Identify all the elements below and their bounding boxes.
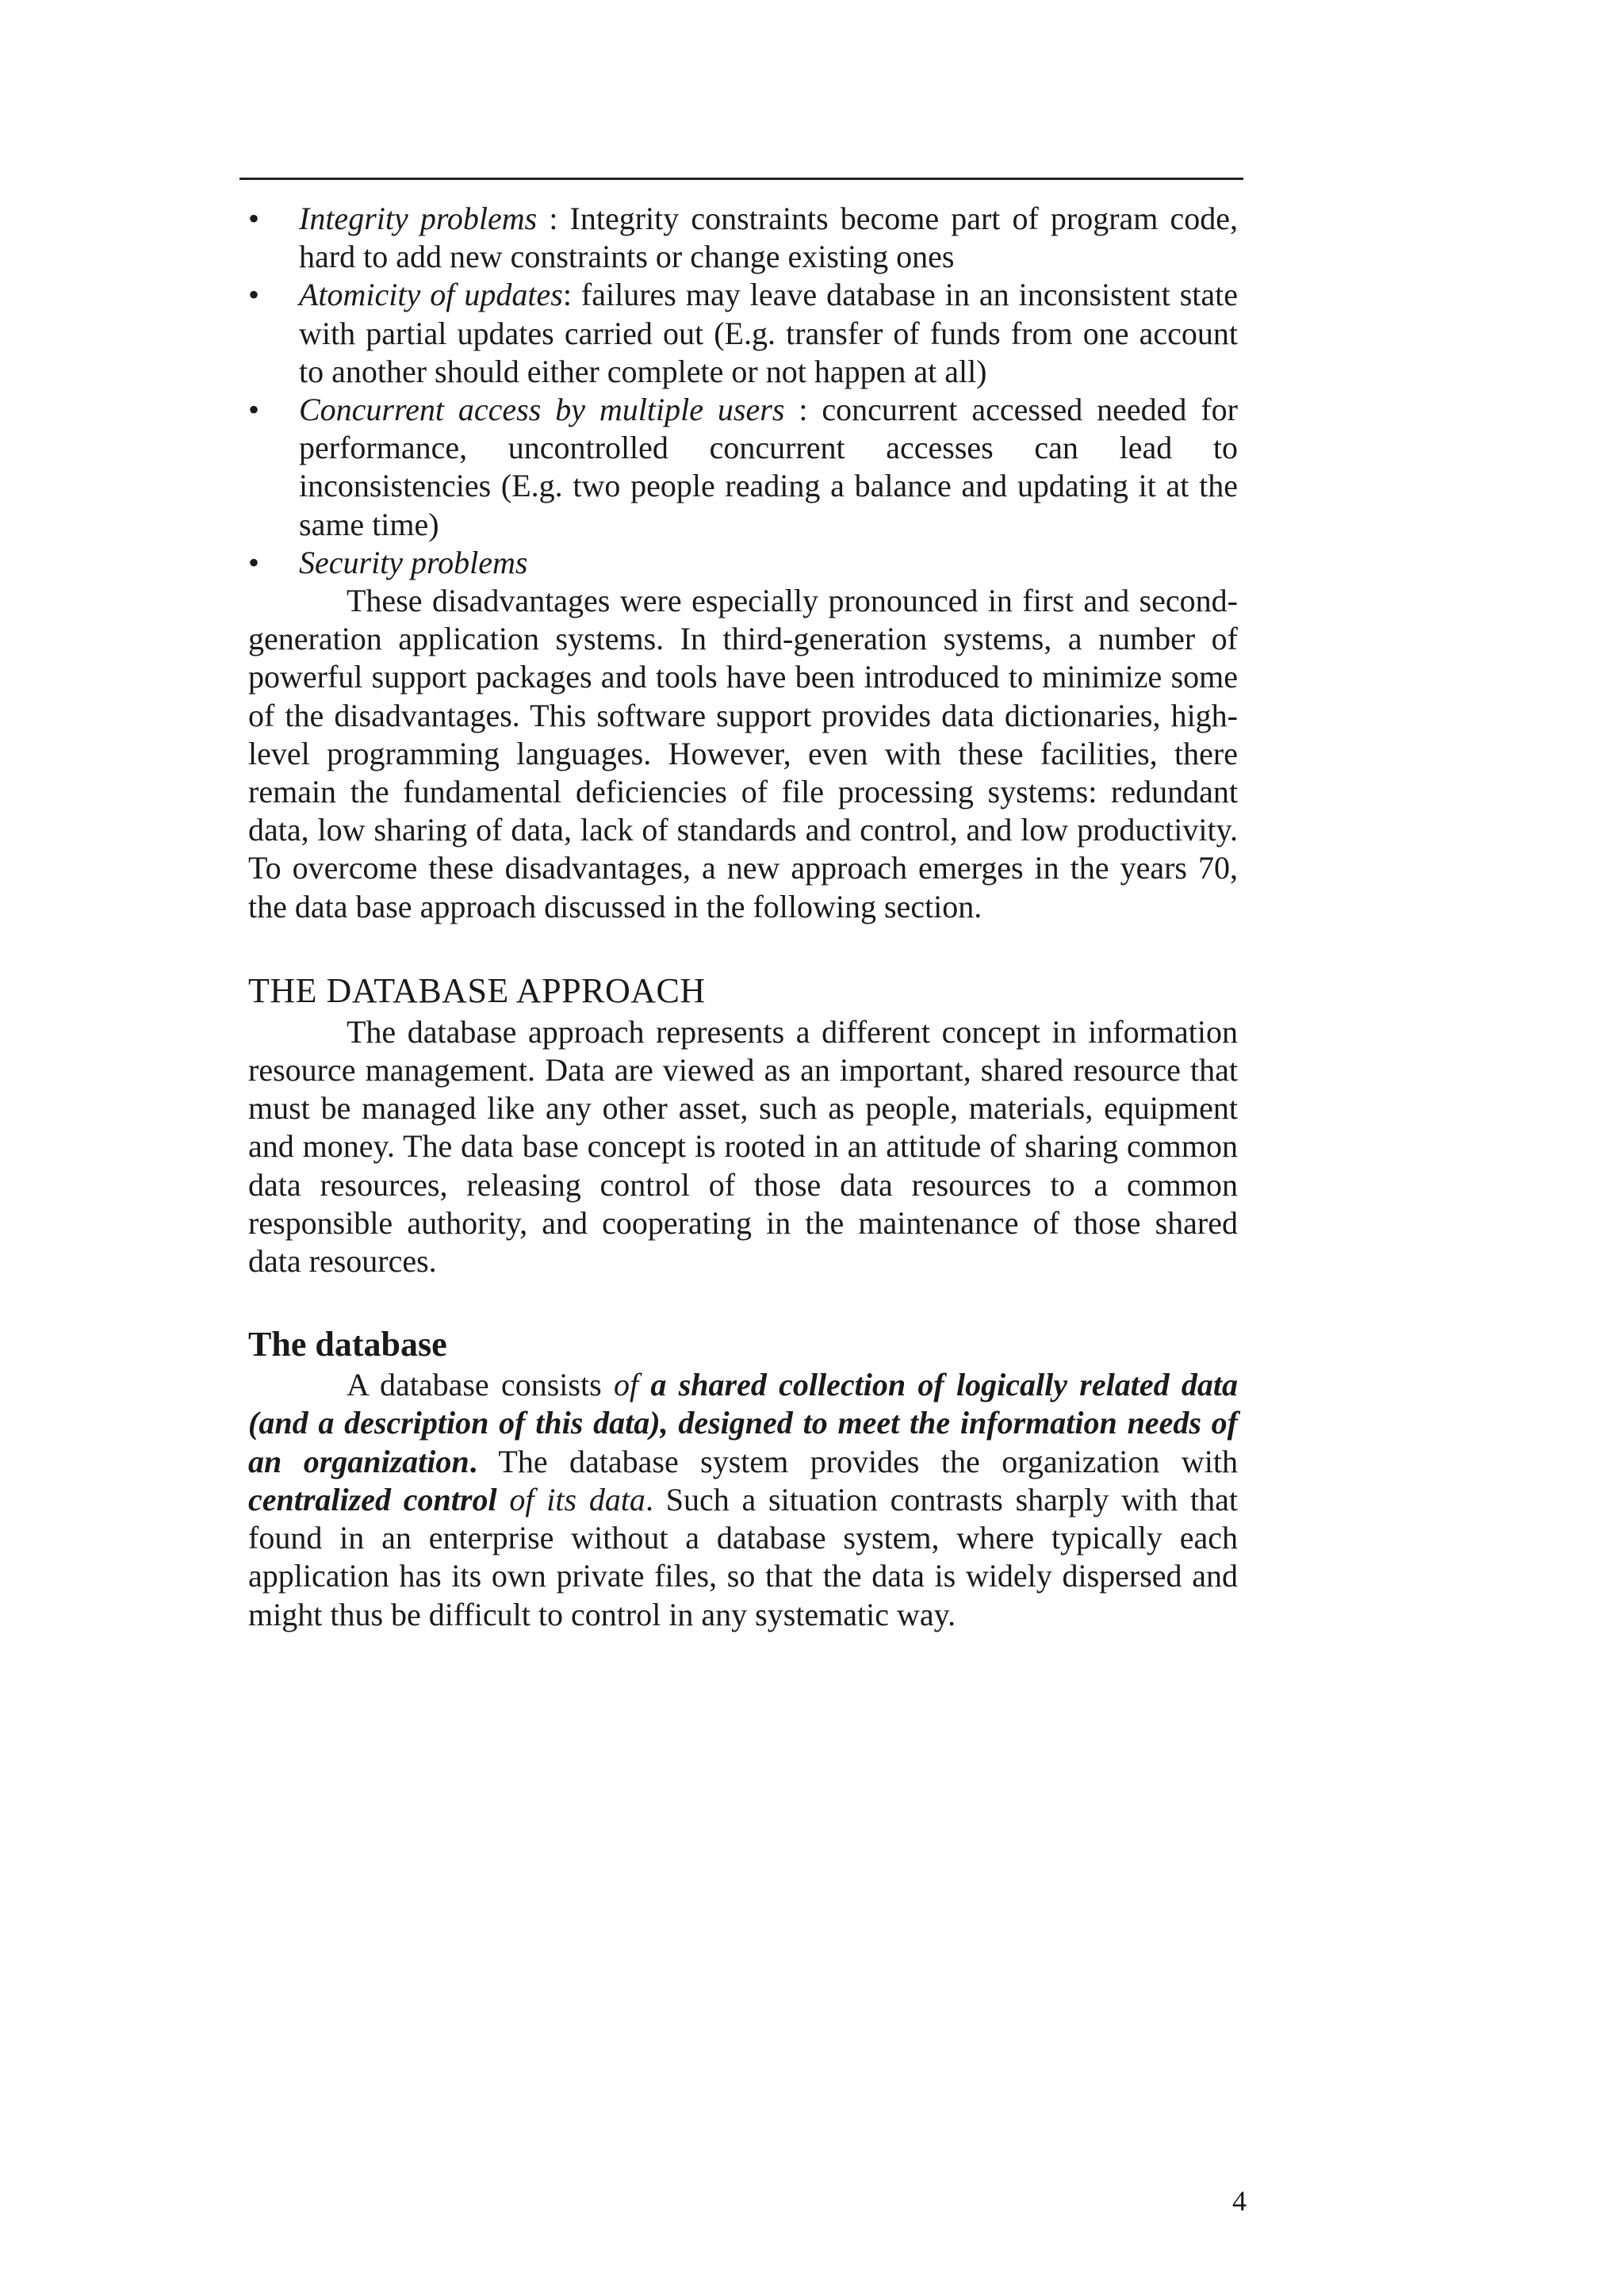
list-item: [248, 276, 1238, 391]
definition-text: A database consists: [347, 1367, 614, 1403]
list-item: [248, 544, 1238, 582]
definition-italic: of: [613, 1367, 651, 1403]
list-item-term: Security problems: [299, 544, 528, 580]
database-approach-paragraph: The database approach represents a different concept in information resource management. Data are viewed as an important, shared resource that must be managed like any other asset, such as people, materials, equipment and money. The data base concept is rooted in an attitude of sharing common data resources, releasing control of those data resources to a common responsible authority, and cooperating in the maintenance of those shared data resources.: [248, 1013, 1238, 1280]
page-number: 4: [1232, 2185, 1247, 2217]
bullet-icon: •: [248, 201, 260, 236]
definition-period: .: [469, 1443, 477, 1479]
section-heading: THE DATABASE APPROACH: [248, 970, 706, 1010]
bullet-icon: •: [248, 544, 260, 580]
list-item-text: : concurrent accessed needed for performance, uncontrolled concurrent accesses can lead to inconsistencies (E.g. two people reading a balance and updating it at the same time): [299, 392, 1238, 542]
definition-text: The database system provides the organization with: [477, 1443, 1238, 1479]
bullet-icon: •: [248, 392, 260, 428]
disadvantages-paragraph: These disadvantages were especially pronounced in first and second-generation application systems. In third-generation systems, a number of powerful support packages and tools have been introduced to minimize some of the disadvantages. This software support provides data dictionaries, high-level programming languages. However, even with these facilities, there remain the fundamental deficiencies of file processing systems: redundant data, low sharing of data, lack of standards and control, and low productivity. To overcome these disadvantages, a new approach emerges in the years 70, the data base approach discussed in the following section.: [248, 583, 1238, 924]
list-item-term: Integrity problems: [299, 201, 538, 236]
list-item: [248, 200, 1238, 276]
list-item-term: Concurrent access by multiple users: [299, 392, 785, 428]
list-item-term: Atomicity of updates: [299, 277, 563, 313]
header-rule: [239, 178, 1243, 180]
subheading: The database: [248, 1325, 447, 1364]
page-body: [248, 200, 1238, 1634]
definition-text: . Such a situation contrasts sharply with that found in an enterprise without a database system, where typically each application has its own private files, so that the data is widely dispersed and might thus be difficult to control in any systematic way.: [248, 1481, 1238, 1632]
centralized-control-emphasis: centralized control: [248, 1481, 497, 1517]
definition-italic: of its data: [496, 1481, 645, 1517]
bullet-icon: •: [248, 277, 260, 313]
list-item: [248, 391, 1238, 544]
database-definition-paragraph: [248, 1366, 1238, 1633]
list-item-text: : Integrity constraints become part of program code, hard to add new constraints or change existing ones: [299, 201, 1239, 275]
definition-emphasis: a shared collection of logically related data (and a description of this data), designed to meet the information needs of an organization: [248, 1367, 1238, 1479]
list-item-text: : failures may leave database in an inconsistent state with partial updates carried out (E.g. transfer of funds from one account to another should either complete or not happen at all): [299, 277, 1238, 389]
disadvantages-list: [248, 200, 1238, 582]
